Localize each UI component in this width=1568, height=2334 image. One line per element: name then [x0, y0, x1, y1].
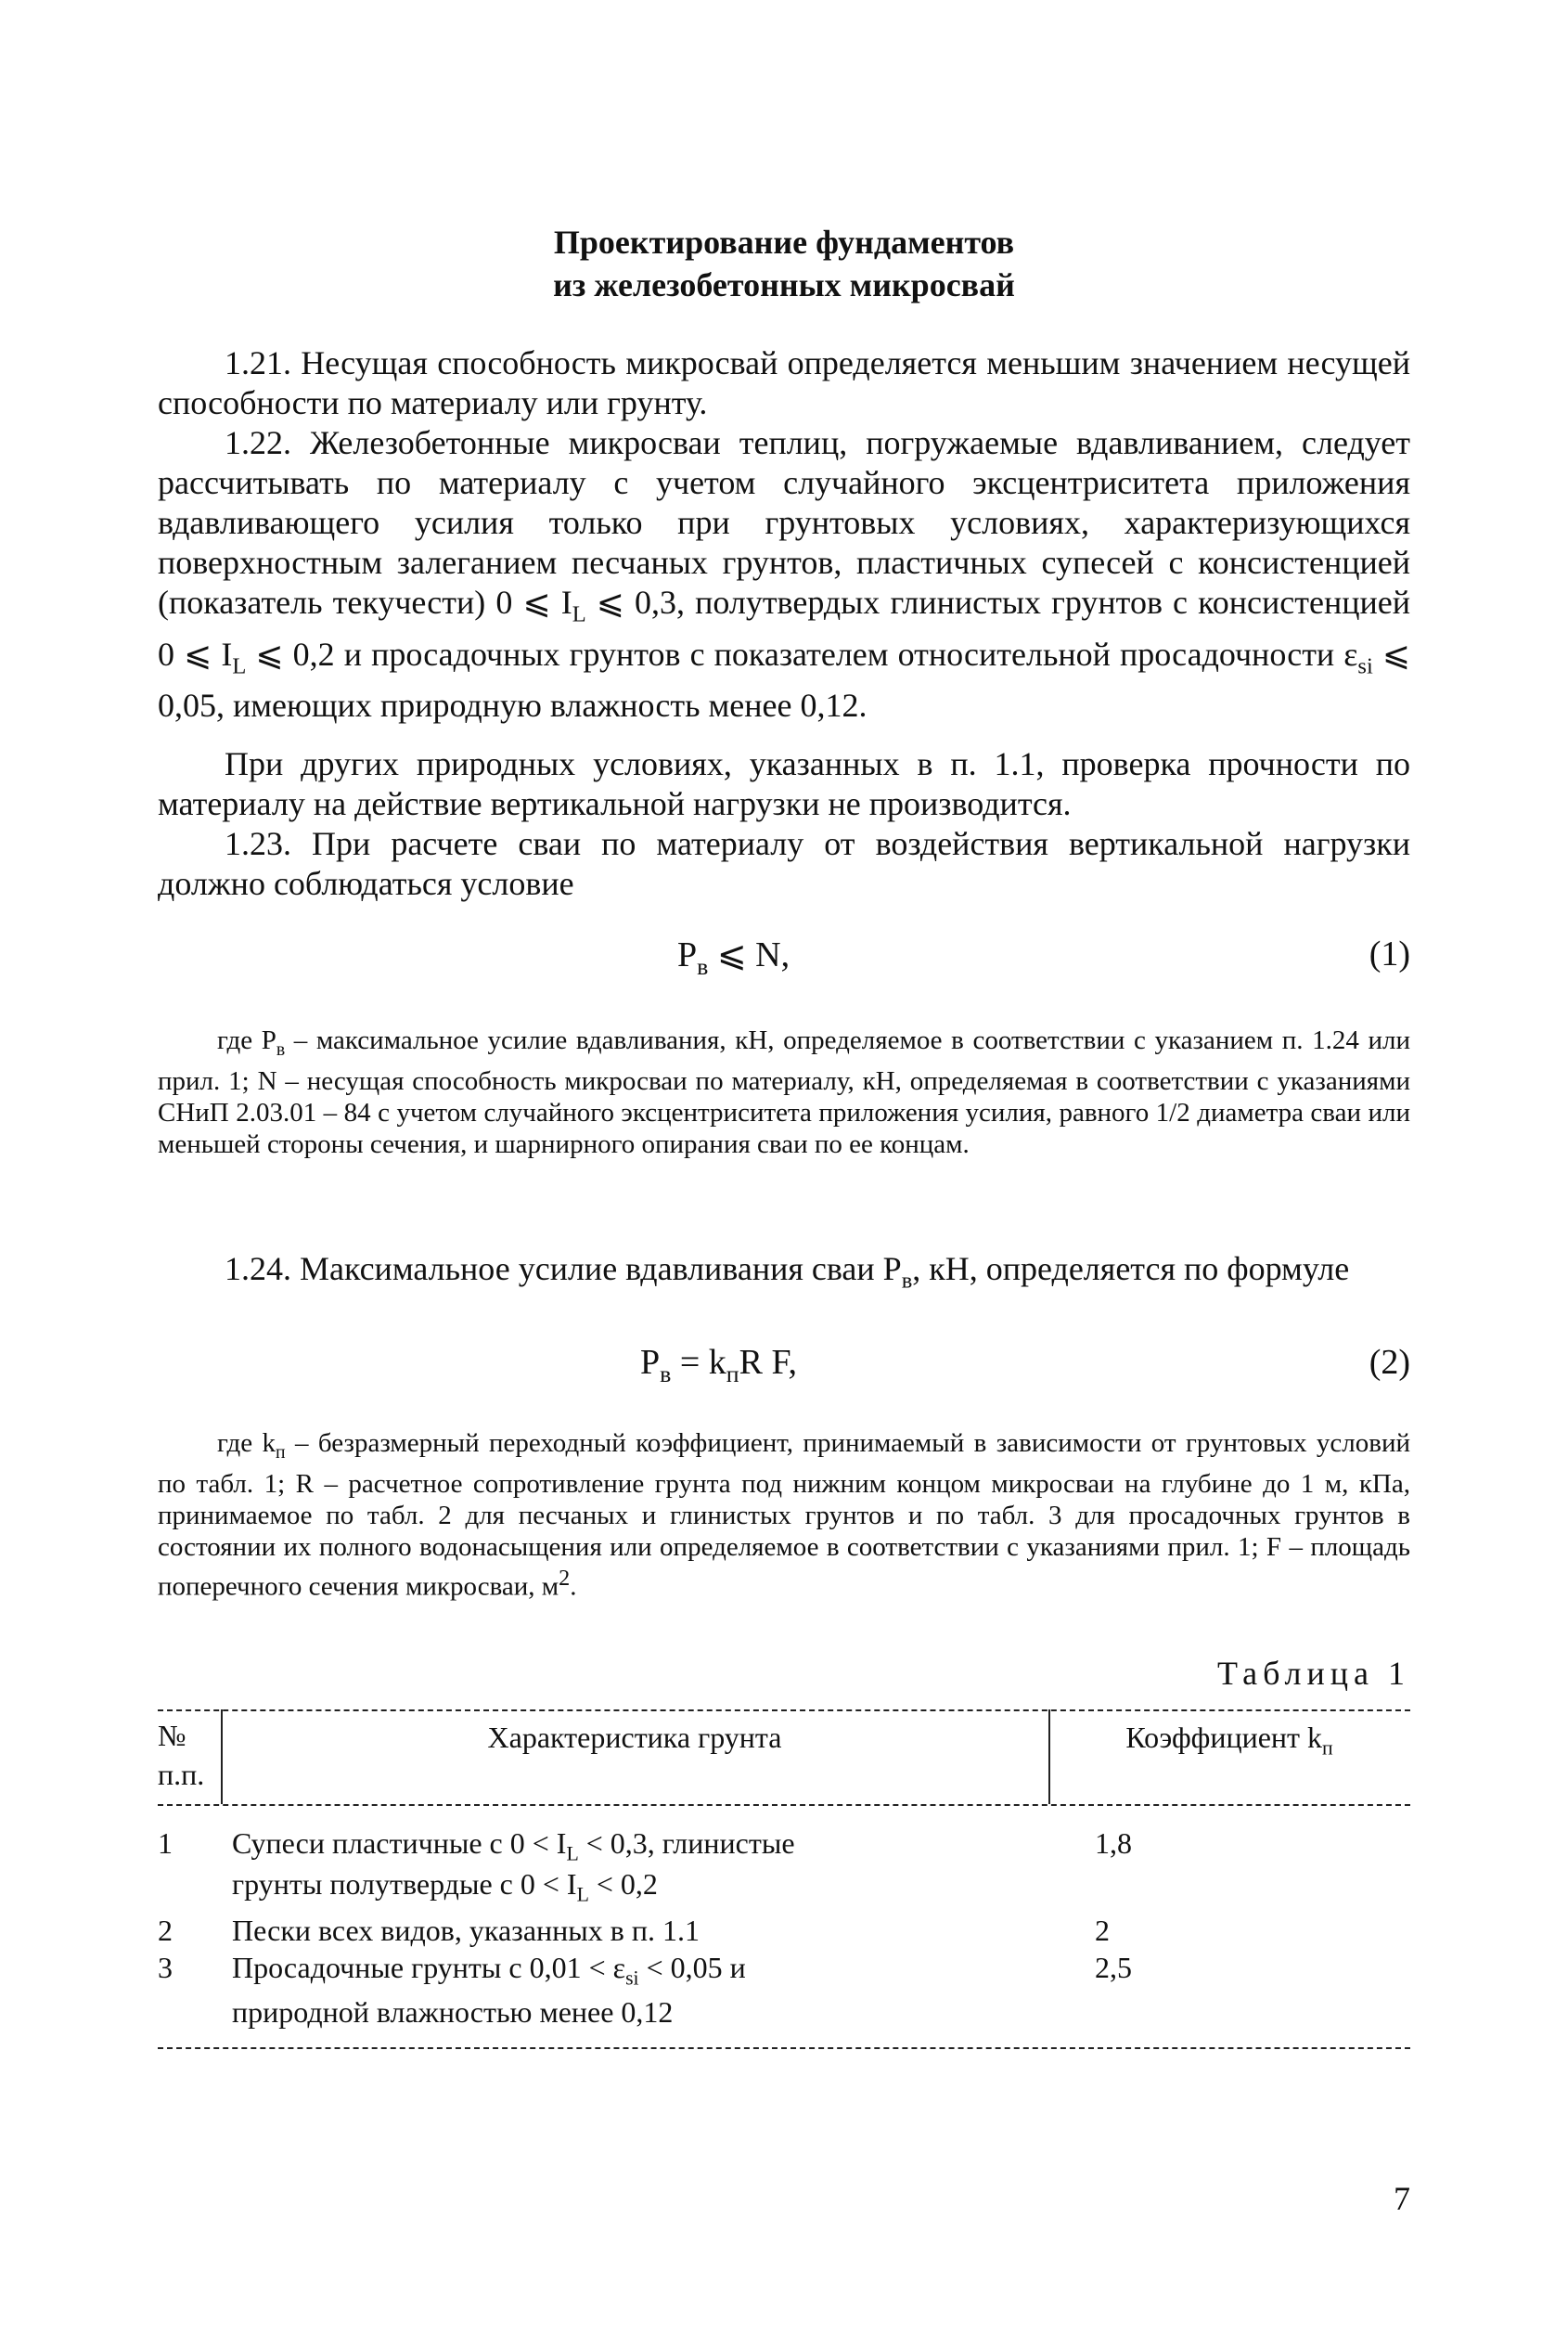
clause-number: 1.21. — [225, 344, 291, 381]
cell-text: Супеси пластичные с 0 < I — [232, 1826, 567, 1860]
subscript: L — [232, 653, 247, 679]
explanation-text: . — [570, 1571, 577, 1602]
paragraph-1-23 — [158, 824, 1410, 904]
heading-line-1: Проектирование фундаментов — [553, 224, 1015, 261]
formula-expression — [677, 934, 790, 981]
paragraph-text: Максимальное усилие вдавливания сваи P — [291, 1250, 902, 1287]
subscript: в — [276, 1038, 286, 1060]
paragraph-text: ⩽ 0,05, имеющих природную влажность менее 0,12. — [158, 635, 1411, 725]
paragraph-1-24 — [158, 1249, 1410, 1301]
subscript: п — [726, 1360, 739, 1388]
paragraph-1-21 — [158, 343, 1410, 423]
subscript: L — [572, 601, 586, 627]
section-heading — [158, 221, 1410, 306]
row-coefficient: 2 — [1095, 1914, 1110, 1947]
subscript: в — [697, 953, 709, 981]
header-characteristic: Характеристика грунта — [487, 1721, 782, 1754]
cell-text: < 0,05 и — [638, 1951, 746, 1984]
subscript: п — [276, 1441, 286, 1463]
row-characteristic-line-2 — [232, 1865, 658, 1914]
explanation-text: – максимальное усилие вдавливания, кН, определяемое в соответствии с указанием п. 1.24 или прил. 1; N – несущая способность микросваи по материалу, кН, определяемая в соответствии с указаниями СНиП 2.03.01 – 84 с учетом случайного эксцентриситета приложения усилия, равного 1/2 диаметра сваи или меньшей стороны сечения, и шарнирного опирания сваи по ее концам. — [158, 1025, 1410, 1159]
row-coefficient: 1,8 — [1095, 1826, 1132, 1860]
row-coefficient: 2,5 — [1095, 1951, 1132, 1984]
formula-2 — [158, 1342, 1410, 1388]
row-characteristic-line-2: природной влажностью менее 0,12 — [232, 1995, 674, 2029]
subscript: в — [660, 1360, 672, 1388]
subscript: L — [566, 1842, 579, 1865]
paragraph-text: Несущая способность микросвай определяется меньшим значением несущей способности по материалу или грунту. — [158, 344, 1410, 421]
formula-symbol: ⩽ N, — [708, 935, 790, 974]
clause-number: 1.24. — [225, 1250, 291, 1287]
table-top-rule — [158, 1709, 1410, 1711]
table-bottom-rule — [158, 2047, 1410, 2049]
paragraph-text: При расчете сваи по материалу от воздействия вертикальной нагрузки должно соблюдаться условие — [158, 825, 1410, 902]
clause-number: 1.22. — [225, 424, 291, 461]
formula-1-explanation — [158, 1025, 1410, 1160]
formula-symbol: = k — [671, 1343, 726, 1382]
subscript: si — [1357, 653, 1373, 679]
header-coefficient — [1048, 1719, 1410, 1767]
cell-text: Просадочные грунты с 0,01 < ε — [232, 1951, 626, 1984]
formula-expression — [640, 1342, 797, 1388]
explanation-text: – безразмерный переходный коэффициент, принимаемый в зависимости от грунтовых условий по табл. 1; R – расчетное сопротивление грунта под нижним концом микросваи на глубине до 1 м, кПа, принимаемое по табл. 2 для песчаных и глинистых грунтов и по табл. 3 для просадочных грунтов в состоянии их полного водонасыщения или определяемое в соответствии с указаниями прил. 1; F – площадь поперечного сечения микросваи, м — [158, 1428, 1410, 1602]
formula-symbol: P — [677, 935, 698, 974]
paragraph-text: ⩽ 0,3, полутвердых глинистых грунтов с консистенцией 0 ⩽ I — [158, 584, 1410, 673]
cell-text: < 0,3, глинистые — [578, 1826, 795, 1860]
subscript: L — [576, 1883, 589, 1906]
row-number: 2 — [158, 1914, 173, 1947]
page-number: 7 — [1394, 2180, 1410, 2217]
table-caption: Таблица 1 — [1217, 1655, 1410, 1692]
row-number: 1 — [158, 1826, 173, 1860]
paragraph-text: , кН, определяется по формуле — [912, 1250, 1350, 1287]
subscript: в — [901, 1268, 913, 1294]
formula-symbol: P — [640, 1343, 661, 1382]
clause-number: 1.23. — [225, 825, 291, 862]
row-characteristic: Пески всех видов, указанных в п. 1.1 — [232, 1914, 700, 1947]
superscript: 2 — [559, 1565, 571, 1591]
explanation-text: где k — [217, 1428, 276, 1458]
paragraph-text: ⩽ 0,2 и просадочных грунтов с показателем относительной просадочности ε — [246, 635, 1358, 673]
cell-text: грунты полутвердые с 0 < I — [232, 1867, 577, 1901]
subscript: si — [625, 1966, 639, 1990]
formula-2-explanation — [158, 1427, 1410, 1603]
header-num-line-2: п.п. — [158, 1758, 205, 1791]
explanation-text: где P — [217, 1025, 276, 1055]
row-number: 3 — [158, 1951, 173, 1984]
formula-number: (2) — [1369, 1343, 1410, 1382]
table-header-rule — [158, 1804, 1410, 1806]
paragraph-other-conditions: При других природных условиях, указанных в п. 1.1, проверка прочности по материалу на действие вертикальной нагрузки не производится. — [158, 745, 1410, 822]
paragraph-text: Железобетонные микросваи теплиц, погружаемые вдавливанием, следует рассчитывать по материалу с учетом случайного эксцентриситета приложения вдавливающего усилия только при грунтовых условиях, характеризующихся поверхностным залеганием песчаных грунтов, пластичных супесей с консистенцией (показатель текучести) 0 ⩽ I — [158, 424, 1410, 621]
subscript: п — [1322, 1736, 1333, 1760]
formula-1 — [158, 934, 1410, 980]
row-characteristic — [232, 1949, 746, 1997]
paragraph-1-22 — [158, 423, 1410, 726]
cell-text: < 0,2 — [588, 1867, 658, 1901]
heading-line-2: из железобетонных микросвай — [553, 266, 1015, 303]
formula-symbol: R F, — [739, 1343, 798, 1382]
formula-number: (1) — [1369, 935, 1410, 974]
header-coefficient-label: Коэффициент k — [1125, 1721, 1322, 1754]
header-num-line-1: № — [158, 1719, 186, 1752]
